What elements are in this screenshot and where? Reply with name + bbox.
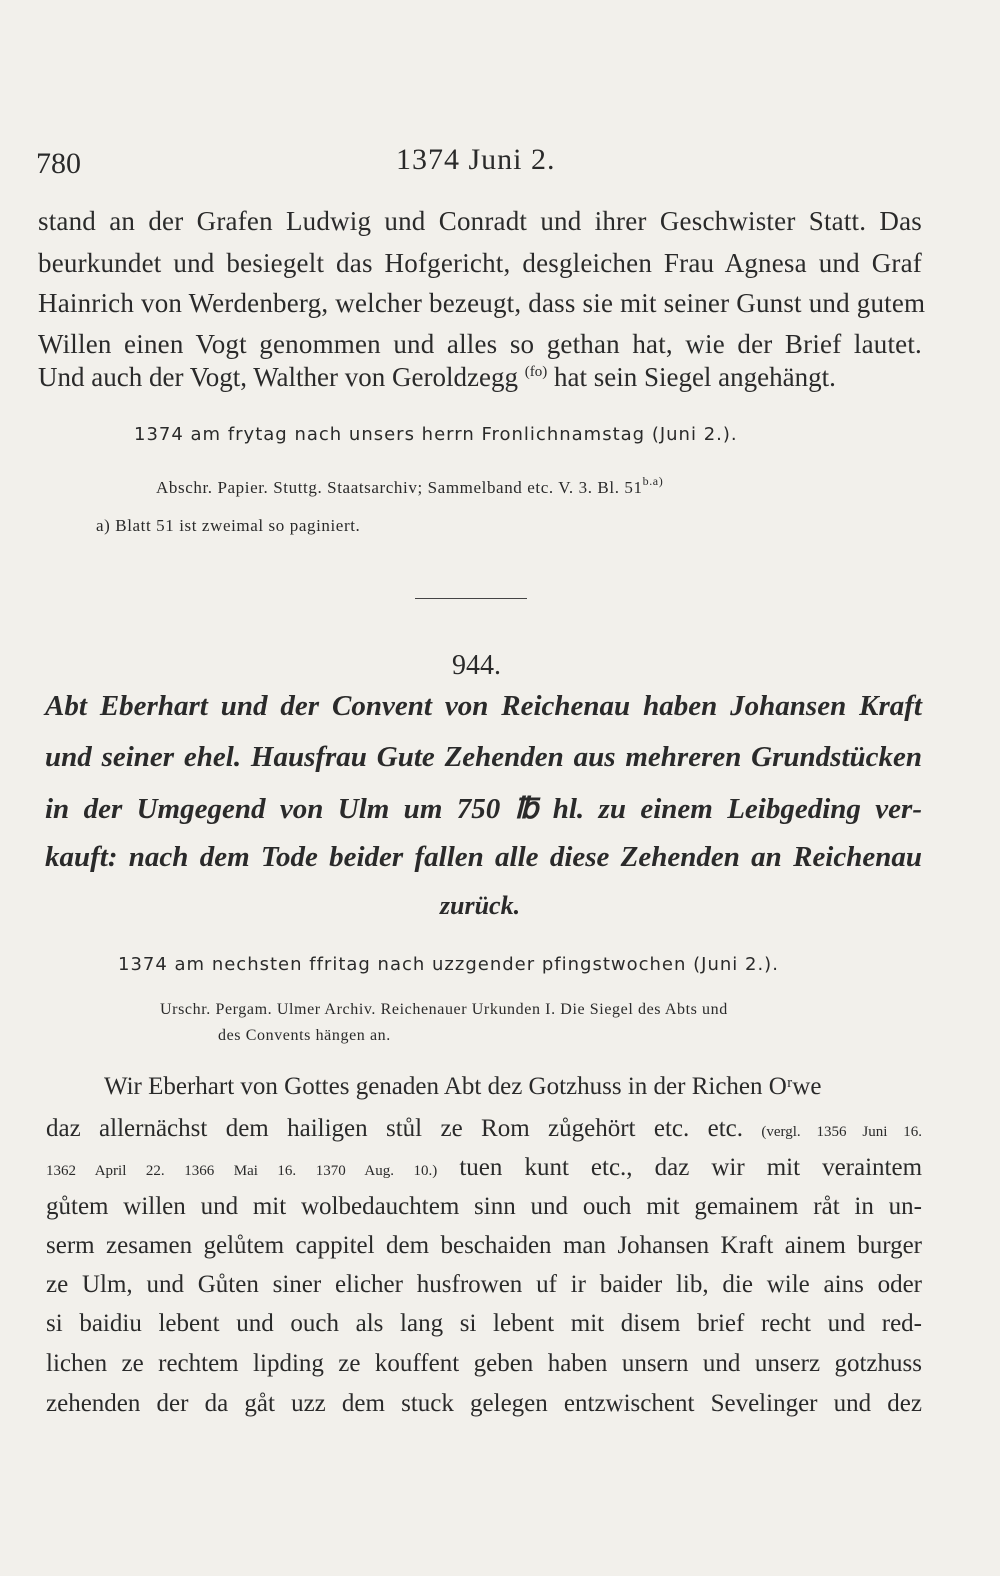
- text-line: stand an der Grafen Ludwig und Conradt und ihrer Geschwister Statt. Das: [38, 206, 922, 236]
- text-line: Wir Eberhart von Gottes genaden Abt dez Gotzhuss in der Richen Oʳwe: [104, 1073, 822, 1100]
- text-fragment: tuen kunt etc., daz wir mit veraintem: [459, 1154, 923, 1181]
- text-fragment: 1362 April 22. 1366 Mai 16. 1370 Aug. 10.): [46, 1163, 438, 1179]
- text-line: [38, 362, 836, 393]
- page-number: 780: [36, 147, 81, 180]
- running-title: 1374 Juni 2.: [396, 143, 556, 176]
- text-line: [46, 1115, 922, 1143]
- document-date: 1374 am frytag nach unsers herrn Fronlichnamstag (Juni 2.).: [134, 424, 738, 445]
- source-note: des Convents hängen an.: [218, 1027, 391, 1044]
- text-line: si baidiu lebent und ouch als lang si lebent mit disem brief recht und red-: [46, 1310, 922, 1337]
- source-note: [156, 474, 663, 498]
- text-line: Hainrich von Werdenberg, welcher bezeugt, dass sie mit seiner Gunst und gutem: [38, 288, 926, 318]
- footnote-marker: b.a): [642, 474, 664, 488]
- text-line: lichen ze rechtem lipding ze kouffent geben haben unsern und unserz gotzhuss: [46, 1350, 922, 1377]
- source-text: Abschr. Papier. Stuttg. Staatsarchiv; Sammelband etc. V. 3. Bl. 51: [156, 478, 643, 497]
- text-line: gůtem willen und mit wolbedauchtem sinn und ouch mit gemainem råt in un-: [46, 1193, 922, 1220]
- source-note: Urschr. Pergam. Ulmer Archiv. Reichenauer Urkunden I. Die Siegel des Abts und: [160, 1001, 728, 1018]
- text-fragment: (vergl. 1356 Juni 16.: [761, 1124, 922, 1140]
- section-divider: [415, 598, 527, 599]
- regest-line: kauft: nach dem Tode beider fallen alle diese Zehenden an Reichenau: [45, 841, 922, 873]
- text-fragment: Und auch der Vogt, Walther von Geroldzegg: [38, 362, 518, 392]
- regest-line: und seiner ehel. Hausfrau Gute Zehenden aus mehreren Grundstücken: [45, 741, 922, 773]
- text-line: ze Ulm, und Gůten siner elicher husfrowen uf ir baider lib, die wile ains oder: [46, 1271, 922, 1298]
- text-fragment: hat sein Siegel angehängt.: [553, 362, 836, 392]
- regest-line: Abt Eberhart und der Convent von Reichenau haben Johansen Kraft: [45, 690, 922, 722]
- text-line: beurkundet und besiegelt das Hofgericht, desgleichen Frau Agnesa und Graf: [38, 248, 922, 278]
- footnote: a) Blatt 51 ist zweimal so paginiert.: [96, 516, 361, 535]
- footnote-marker: (fo): [524, 364, 548, 380]
- document-date: 1374 am nechsten ffritag nach uzzgender pfingstwochen (Juni 2.).: [118, 954, 779, 975]
- text-fragment: daz allernächst dem hailigen stůl ze Rom zůgehört etc. etc.: [46, 1115, 743, 1142]
- regest-line: zurück.: [439, 891, 521, 920]
- document-number: 944.: [452, 650, 501, 681]
- text-line: [46, 1154, 922, 1182]
- text-line: zehenden der da gåt uzz dem stuck gelegen entzwischent Sevelinger und dez: [46, 1390, 922, 1417]
- regest-line: in der Umgegend von Ulm um 750 ℔ hl. zu einem Leibgeding ver-: [45, 793, 922, 825]
- text-line: Willen einen Vogt genommen und alles so gethan hat, wie der Brief lautet.: [38, 329, 922, 359]
- text-line: serm zesamen gelůtem cappitel dem beschaiden man Johansen Kraft ainem burger: [46, 1232, 922, 1259]
